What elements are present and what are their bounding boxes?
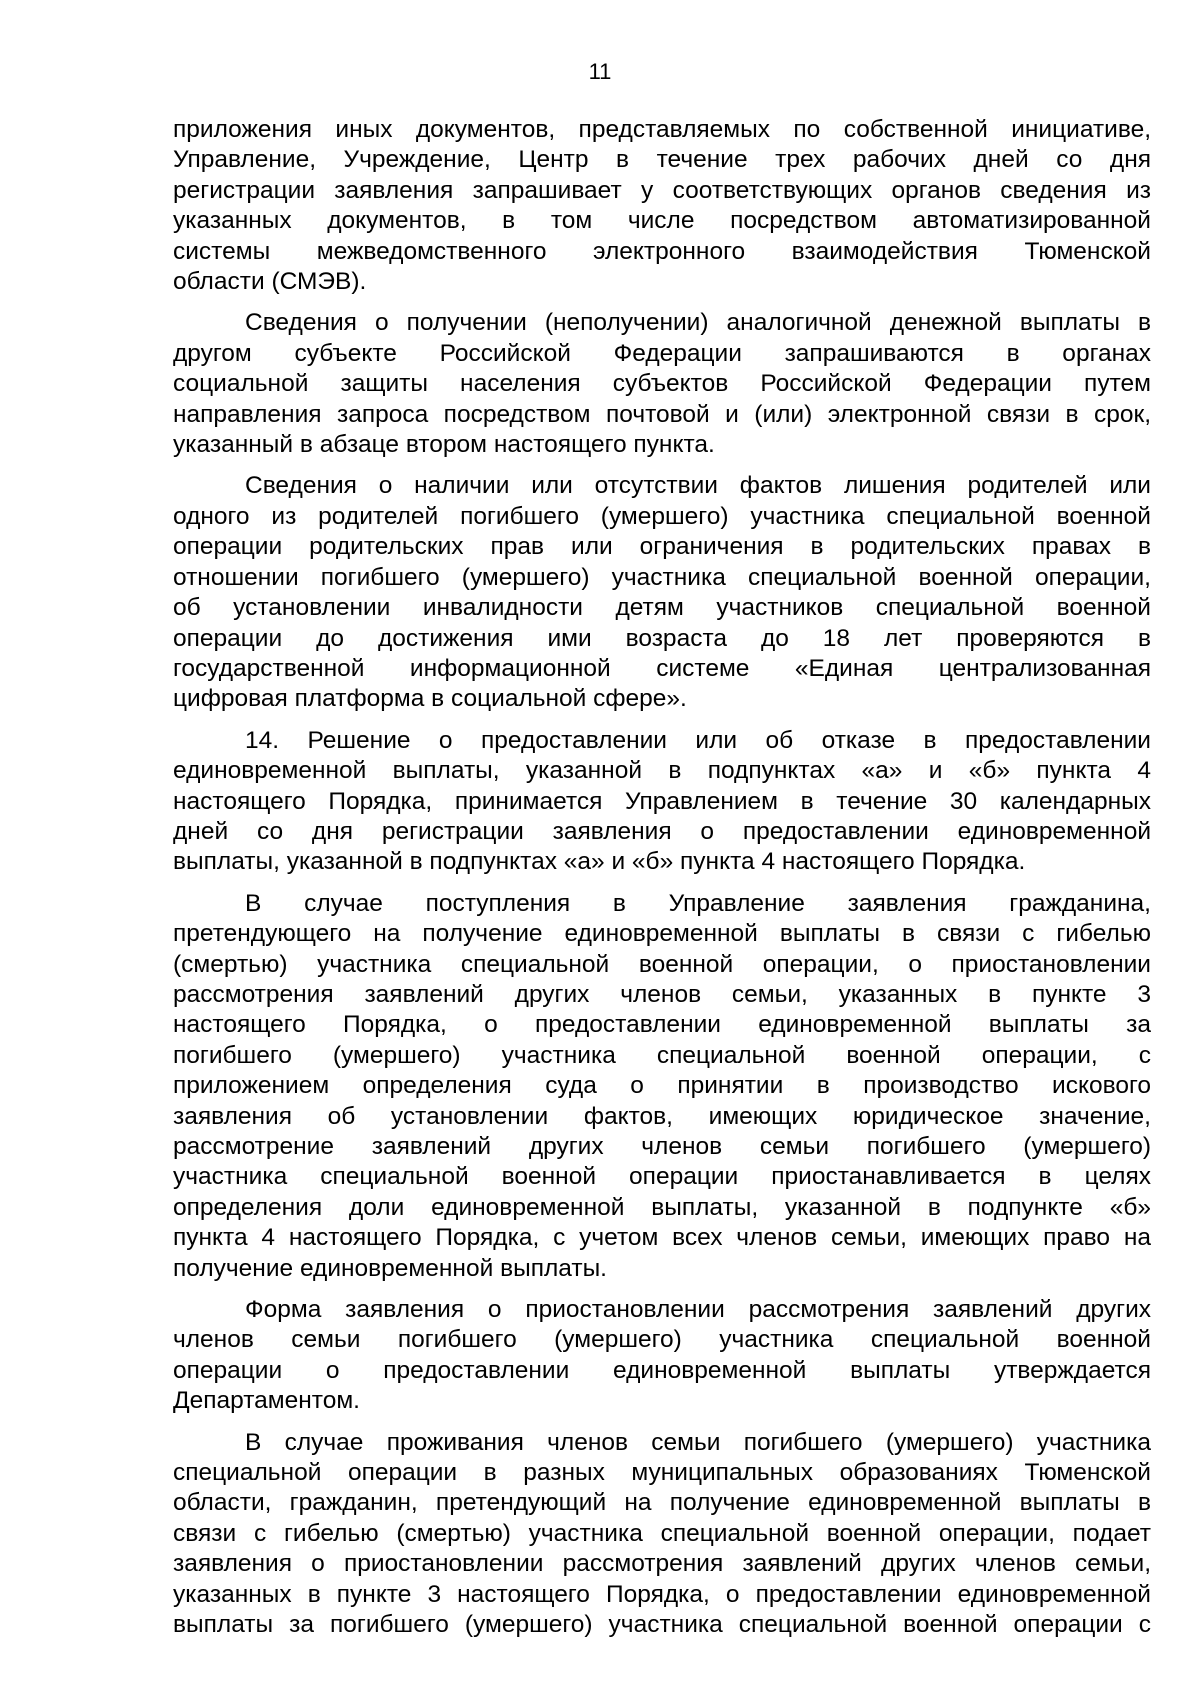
paragraph-gap bbox=[173, 1284, 1151, 1295]
paragraph-gap bbox=[173, 878, 1151, 889]
text-line: Сведения о получении (неполучении) аналогичной денежной выплаты в bbox=[245, 309, 1151, 337]
text-line: отношении погибшего (умершего) участника специальной военной операции, bbox=[173, 563, 1151, 591]
text-line: указанный в абзаце втором настоящего пункта. bbox=[173, 431, 715, 459]
text-line: пункта 4 настоящего Порядка, с учетом всех членов семьи, имеющих право на bbox=[173, 1224, 1151, 1252]
text-line: приложением определения суда о принятии в производство искового bbox=[173, 1072, 1151, 1100]
text-line: указанных в пункте 3 настоящего Порядка, о предоставлении единовременной bbox=[173, 1580, 1151, 1608]
page-number: 11 bbox=[588, 59, 612, 84]
text-line: области, гражданин, претендующий на получение единовременной выплаты в bbox=[173, 1489, 1151, 1517]
text-line: системы межведомственного электронного взаимодействия Тюменской bbox=[173, 237, 1151, 265]
paragraph bbox=[173, 1295, 1151, 1417]
text-line: В случае проживания членов семьи погибшего (умершего) участника bbox=[245, 1428, 1151, 1456]
text-line: единовременной выплаты, указанной в подпунктах «а» и «б» пункта 4 bbox=[173, 757, 1151, 785]
paragraph bbox=[173, 471, 1151, 714]
text-line: социальной защиты населения субъектов Российской Федерации путем bbox=[173, 370, 1151, 398]
text-line: рассмотрения заявлений других членов семьи, указанных в пункте 3 bbox=[173, 980, 1151, 1008]
paragraph-gap bbox=[173, 715, 1151, 726]
paragraph-gap bbox=[173, 460, 1151, 471]
text-line: другом субъекте Российской Федерации запрашиваются в органах bbox=[173, 339, 1151, 367]
text-line: Форма заявления о приостановлении рассмотрения заявлений других bbox=[245, 1296, 1151, 1324]
text-line: заявления об установлении фактов, имеющих юридическое значение, bbox=[173, 1102, 1151, 1130]
text-line: выплаты, указанной в подпунктах «а» и «б» пункта 4 настоящего Порядка. bbox=[173, 848, 1026, 876]
text-line: Управление, Учреждение, Центр в течение трех рабочих дней со дня bbox=[173, 146, 1151, 174]
text-line: операции родительских прав или ограничения в родительских правах в bbox=[173, 533, 1151, 561]
paragraph-gap bbox=[173, 297, 1151, 308]
paragraph bbox=[173, 726, 1151, 878]
text-line: рассмотрение заявлений других членов семьи погибшего (умершего) bbox=[173, 1133, 1151, 1160]
paragraph bbox=[173, 115, 1151, 297]
text-line: Департаментом. bbox=[173, 1387, 360, 1415]
text-line: выплаты за погибшего (умершего) участника специальной военной операции с bbox=[173, 1611, 1151, 1639]
text-line: указанных документов, в том числе посредством автоматизированной bbox=[173, 207, 1151, 235]
text-line: 14. Решение о предоставлении или об отказе в предоставлении bbox=[245, 726, 1151, 754]
text-line: В случае поступления в Управление заявления гражданина, bbox=[245, 889, 1151, 917]
text-line: получение единовременной выплаты. bbox=[173, 1254, 607, 1282]
text-line: одного из родителей погибшего (умершего) участника специальной военной bbox=[173, 502, 1151, 530]
text-line: Сведения о наличии или отсутствии фактов лишения родителей или bbox=[245, 472, 1151, 500]
text-line: специальной операции в разных муниципальных образованиях Тюменской bbox=[173, 1459, 1151, 1487]
paragraph bbox=[173, 889, 1151, 1284]
text-line: участника специальной военной операции приостанавливается в целях bbox=[173, 1163, 1151, 1191]
text-line: погибшего (умершего) участника специальной военной операции, с bbox=[173, 1041, 1151, 1069]
text-line: приложения иных документов, представляемых по собственной инициативе, bbox=[173, 116, 1151, 143]
text-line: направления запроса посредством почтовой и (или) электронной связи в срок, bbox=[173, 400, 1151, 428]
text-line: операции о предоставлении единовременной выплаты утверждается bbox=[173, 1356, 1151, 1384]
paragraph-gap bbox=[173, 1417, 1151, 1428]
text-line: государственной информационной системе «Единая централизованная bbox=[173, 654, 1151, 682]
paragraph bbox=[173, 308, 1151, 460]
text-line: регистрации заявления запрашивает у соответствующих органов сведения из bbox=[173, 176, 1151, 204]
text-line: настоящего Порядка, о предоставлении единовременной выплаты за bbox=[173, 1011, 1151, 1039]
text-line: определения доли единовременной выплаты, указанной в подпункте «б» bbox=[173, 1193, 1151, 1221]
text-line: настоящего Порядка, принимается Управлением в течение 30 календарных bbox=[173, 787, 1151, 815]
text-line: членов семьи погибшего (умершего) участника специальной военной bbox=[173, 1326, 1151, 1354]
text-line: связи с гибелью (смертью) участника специальной военной операции, подает bbox=[173, 1519, 1151, 1547]
text-line: (смертью) участника специальной военной операции, о приостановлении bbox=[173, 950, 1151, 978]
text-line: области (СМЭВ). bbox=[173, 268, 367, 296]
text-line: об установлении инвалидности детям участников специальной военной bbox=[173, 594, 1151, 622]
text-line: дней со дня регистрации заявления о предоставлении единовременной bbox=[173, 817, 1151, 845]
text-line: операции до достижения ими возраста до 18 лет проверяются в bbox=[173, 624, 1151, 652]
text-line: цифровая платформа в социальной сфере». bbox=[173, 685, 687, 713]
paragraph bbox=[173, 1428, 1151, 1641]
text-line: заявления о приостановлении рассмотрения заявлений других членов семьи, bbox=[173, 1550, 1151, 1578]
document-body bbox=[173, 115, 1151, 1641]
text-line: претендующего на получение единовременной выплаты в связи с гибелью bbox=[173, 920, 1151, 948]
